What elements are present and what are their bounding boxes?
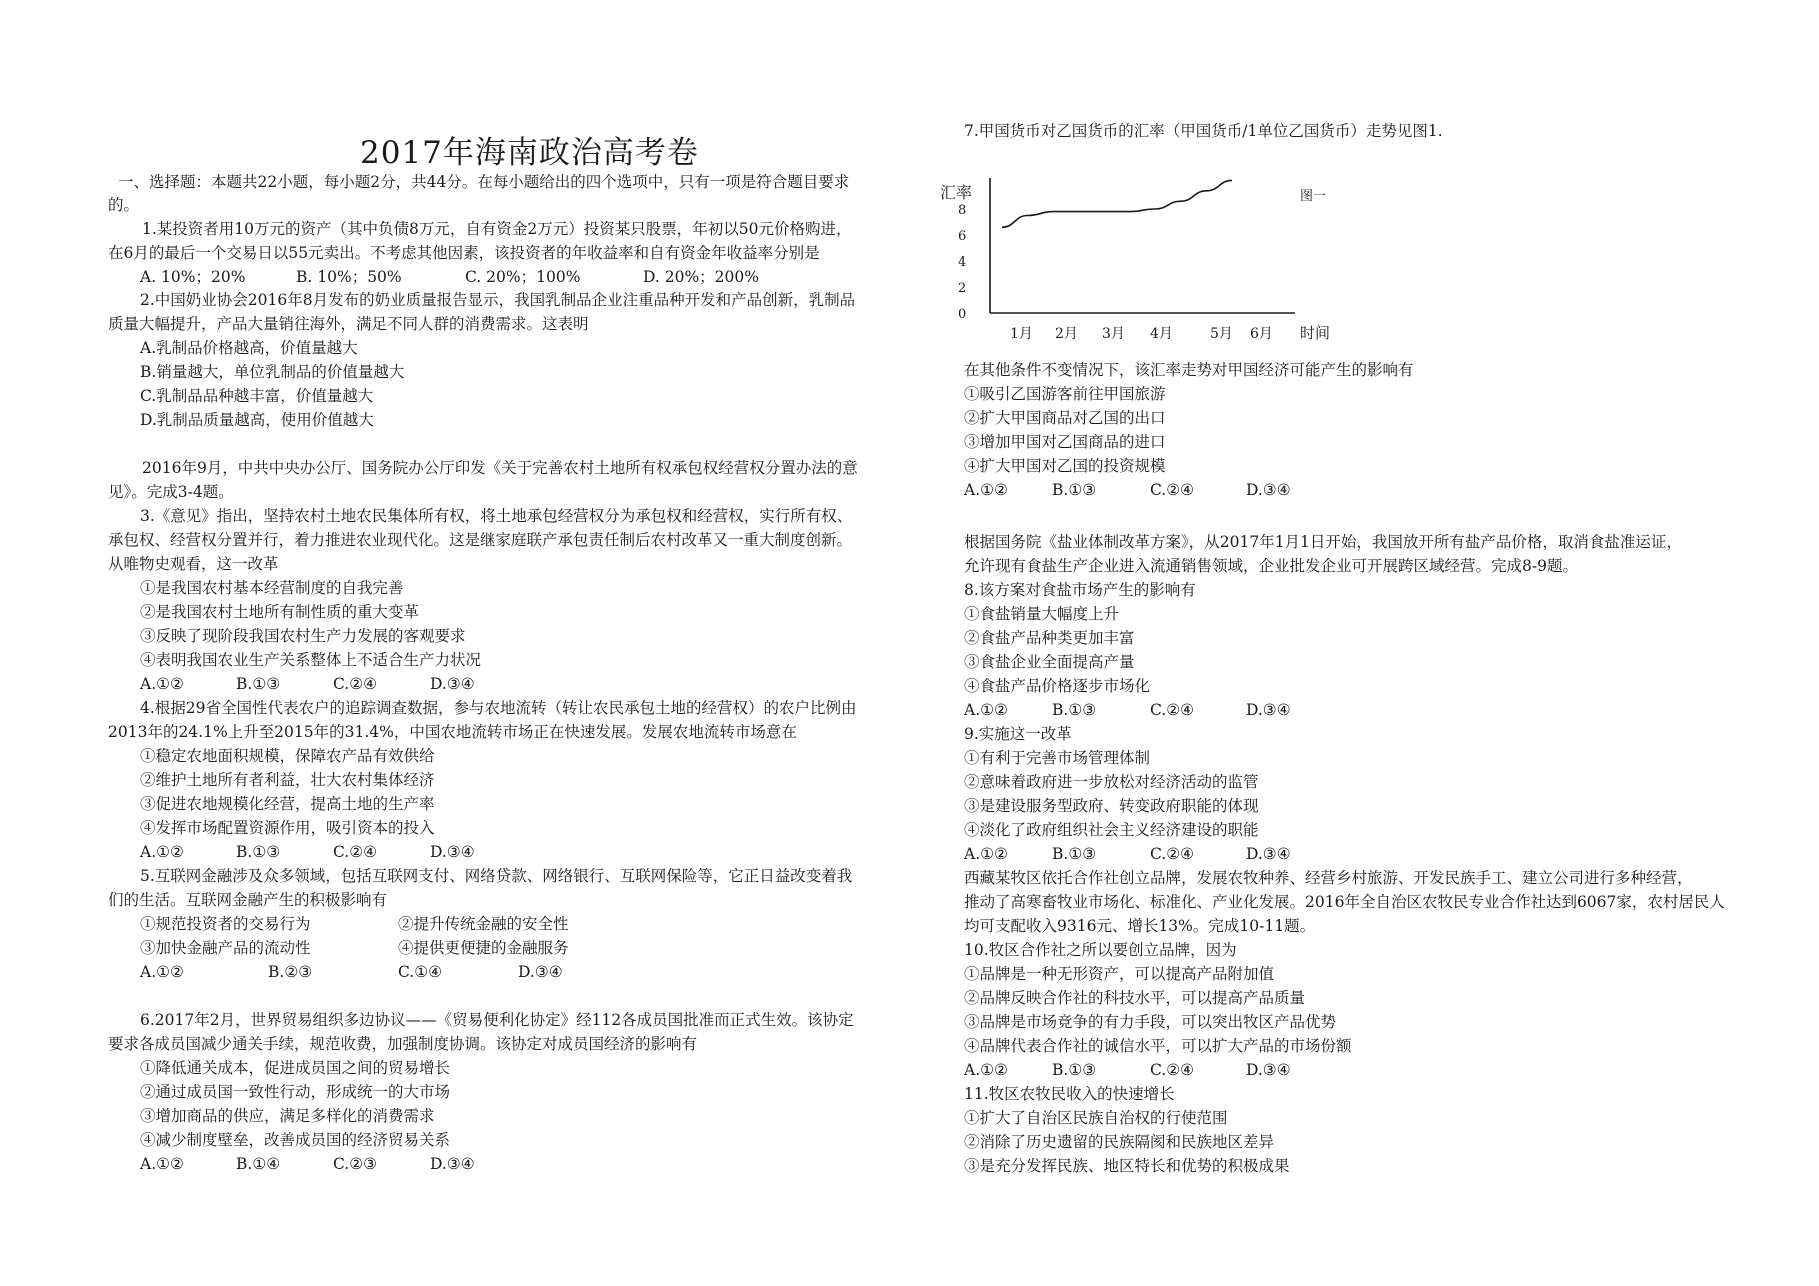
- q6-stem: 6.2017年2月，世界贸易组织多边协议——《贸易便利化协定》经112各成员国批准而正式生效。该协定: [140, 1011, 854, 1029]
- q2-stem: 2.中国奶业协会2016年8月发布的奶业质量报告显示，我国乳制品企业注重品种开发和产品创新，乳制品: [140, 291, 856, 309]
- q6-item-3: ③增加商品的供应，满足多样化的消费需求: [140, 1107, 435, 1125]
- q3-stem-cont: 承包权、经营权分置并行，着力推进农业现代化。这是继家庭联产承包责任制后农村改革又一重大制度创新。: [108, 531, 853, 549]
- q7-item-3: ③增加甲国对乙国商品的进口: [964, 433, 1166, 451]
- q2-option-b: B.销量越大，单位乳制品的价值量越大: [140, 363, 405, 381]
- q9-option-d: D.③④: [1246, 845, 1291, 863]
- q8-stem: 8.该方案对食盐市场产生的影响有: [964, 581, 1196, 599]
- q3-item-2: ②是我国农村土地所有制性质的重大变革: [140, 603, 420, 621]
- q5-option-c: C.①④: [398, 963, 443, 981]
- q9-option-c: C.②④: [1150, 845, 1195, 863]
- x-tick-label: 2月: [1055, 326, 1078, 342]
- q8-option-c: C.②④: [1150, 701, 1195, 719]
- q10-item-4: ④品牌代表合作社的诚信水平，可以扩大产品的市场份额: [964, 1037, 1352, 1055]
- x-axis-label: 时间: [1300, 324, 1331, 342]
- q3-option-d: D.③④: [430, 675, 475, 693]
- q6-item-4: ④减少制度壁垒，改善成员国的经济贸易关系: [140, 1131, 451, 1149]
- passage-10-11-cont: 推动了高寒畜牧业市场化、标准化、产业化发展。2016年全自治区农牧民专业合作社达到6067家，农村居民人: [964, 893, 1725, 911]
- q2-option-c: C.乳制品品种越丰富，价值量越大: [140, 387, 374, 405]
- q10-option-b: B.①③: [1052, 1061, 1097, 1079]
- q4-stem: 4.根据29省全国性代表农户的追踪调查数据，参与农地流转（转让农民承包土地的经营权）的农户比例由: [140, 699, 857, 717]
- q8-option-b: B.①③: [1052, 701, 1097, 719]
- q5-stem: 5.互联网金融涉及众多领域，包括互联网支付、网络贷款、网络银行、互联网保险等，它正日益改变着我: [140, 867, 853, 885]
- passage-3-4: 2016年9月，中共中央办公厅、国务院办公厅印发《关于完善农村土地所有权承包权经营权分置办法的意: [142, 459, 858, 477]
- q4-option-a: A.①②: [140, 843, 184, 861]
- q4-item-1: ①稳定农地面积规模，保障农产品有效供给: [140, 747, 435, 765]
- q10-option-a: A.①②: [964, 1061, 1008, 1079]
- q10-item-1: ①品牌是一种无形资产，可以提高产品附加值: [964, 965, 1275, 983]
- q4-item-4: ④发挥市场配置资源作用，吸引资本的投入: [140, 819, 435, 837]
- passage-10-11: 西藏某牧区依托合作社创立品牌，发展农牧种养、经营乡村旅游、开发民族手工、建立公司进行多种经营，: [964, 869, 1693, 887]
- exam-title: 2017年海南政治高考卷: [360, 135, 699, 171]
- q10-option-c: C.②④: [1150, 1061, 1195, 1079]
- q10-item-3: ③品牌是市场竞争的有力手段，可以突出牧区产品优势: [964, 1013, 1337, 1031]
- q9-option-a: A.①②: [964, 845, 1008, 863]
- q3-stem: 3.《意见》指出，坚持农村土地农民集体所有权，将土地承包经营权分为承包权和经营权，实行所有权、: [140, 507, 853, 525]
- q9-stem: 9.实施这一改革: [964, 725, 1072, 743]
- q1-stem-cont: 在6月的最后一个交易日以55元卖出。不考虑其他因素，该投资者的年收益率和自有资金年收益率分别是: [108, 244, 820, 262]
- q5-item-4: ④提供更便捷的金融服务: [398, 939, 569, 957]
- q9-item-3: ③是建设服务型政府、转变政府职能的体现: [964, 797, 1259, 815]
- q1-option-d: D. 20%；200%: [643, 268, 759, 286]
- q5-item-2: ②提升传统金融的安全性: [398, 915, 569, 933]
- q4-option-d: D.③④: [430, 843, 475, 861]
- q4-option-c: C.②④: [333, 843, 378, 861]
- section-instructions: 一、选择题：本题共22小题，每小题2分，共44分。在每小题给出的四个选项中，只有一项是符合题目要求: [118, 173, 850, 191]
- y-tick-label: 8: [958, 203, 967, 218]
- q7-option-a: A.①②: [964, 481, 1008, 499]
- passage-3-4-cont: 见》。完成3-4题。: [108, 483, 234, 501]
- passage-8-9: 根据国务院《盐业体制改革方案》，从2017年1月1日开始，我国放开所有盐产品价格，取消食盐准运证，: [964, 533, 1682, 551]
- q11-item-2: ②消除了历史遗留的民族隔阂和民族地区差异: [964, 1133, 1275, 1151]
- q3-option-a: A.①②: [140, 675, 184, 693]
- q5-option-d: D.③④: [518, 963, 563, 981]
- q4-stem-cont: 2013年的24.1%上升至2015年的31.4%，中国农地流转市场正在快速发展。发展农地流转市场意在: [108, 723, 797, 741]
- q3-option-b: B.①③: [236, 675, 281, 693]
- q7-stem: 7.甲国货币对乙国货币的汇率（甲国货币/1单位乙国货币）走势见图1.: [964, 122, 1443, 140]
- q6-option-c: C.②③: [333, 1155, 378, 1173]
- q8-item-4: ④食盐产品价格逐步市场化: [964, 677, 1151, 695]
- q6-item-2: ②通过成员国一致性行动，形成统一的大市场: [140, 1083, 451, 1101]
- section-instructions-cont: 的。: [108, 196, 140, 214]
- y-tick-label: 6: [958, 229, 967, 244]
- figure-label: 图一: [1300, 189, 1327, 204]
- x-tick-label: 3月: [1102, 326, 1125, 342]
- q7-option-c: C.②④: [1150, 481, 1195, 499]
- y-tick-label: 0: [958, 307, 967, 322]
- q11-item-3: ③是充分发挥民族、地区特长和优势的积极成果: [964, 1157, 1290, 1175]
- q1-option-c: C. 20%；100%: [465, 268, 581, 286]
- q7-item-1: ①吸引乙国游客前往甲国旅游: [964, 385, 1166, 403]
- q3-item-4: ④表明我国农业生产关系整体上不适合生产力状况: [140, 651, 482, 669]
- y-axis-label: 汇率: [940, 183, 973, 202]
- q3-stem-cont2: 从唯物史观看，这一改革: [108, 555, 279, 573]
- q5-item-1: ①规范投资者的交易行为: [140, 915, 311, 933]
- q5-stem-cont: 们的生活。互联网金融产生的积极影响有: [108, 891, 388, 909]
- q1-option-b: B. 10%；50%: [296, 268, 402, 286]
- y-tick-label: 2: [958, 281, 967, 296]
- q4-item-2: ②维护土地所有者利益，壮大农村集体经济: [140, 771, 435, 789]
- right-column-body: [910, 0, 1819, 1286]
- x-tick-label: 1月: [1010, 326, 1033, 342]
- q5-option-b: B.②③: [268, 963, 313, 981]
- q8-item-1: ①食盐销量大幅度上升: [964, 605, 1120, 623]
- q1-stem: 1.某投资者用10万元的资产（其中负债8万元，自有资金2万元）投资某只股票，年初以50元价格购进，: [142, 220, 852, 238]
- q6-stem-cont: 要求各成员国减少通关手续，规范收费，加强制度协调。该协定对成员国经济的影响有: [108, 1035, 698, 1053]
- x-tick-label: 6月: [1250, 326, 1273, 342]
- q7-option-b: B.①③: [1052, 481, 1097, 499]
- q9-option-b: B.①③: [1052, 845, 1097, 863]
- q7-prompt: 在其他条件不变情况下，该汇率走势对甲国经济可能产生的影响有: [964, 361, 1414, 379]
- passage-8-9-cont: 允许现有食盐生产企业进入流通销售领域，企业批发企业可开展跨区域经营。完成8-9题。: [964, 557, 1578, 575]
- q7-option-d: D.③④: [1246, 481, 1291, 499]
- q6-option-d: D.③④: [430, 1155, 475, 1173]
- q10-stem: 10.牧区合作社之所以要创立品牌，因为: [964, 941, 1237, 959]
- q4-item-3: ③促进农地规模化经营，提高土地的生产率: [140, 795, 435, 813]
- q1-option-a: A. 10%；20%: [140, 268, 246, 286]
- q10-option-d: D.③④: [1246, 1061, 1291, 1079]
- q8-item-3: ③食盐企业全面提高产量: [964, 653, 1135, 671]
- q5-item-3: ③加快金融产品的流动性: [140, 939, 311, 957]
- q8-option-a: A.①②: [964, 701, 1008, 719]
- q3-option-c: C.②④: [333, 675, 378, 693]
- q9-item-1: ①有利于完善市场管理体制: [964, 749, 1151, 767]
- q11-stem: 11.牧区农牧民收入的快速增长: [964, 1085, 1175, 1103]
- q10-item-2: ②品牌反映合作社的科技水平，可以提高产品质量: [964, 989, 1306, 1007]
- q2-stem-cont: 质量大幅提升，产品大量销往海外，满足不同人群的消费需求。这表明: [108, 315, 589, 333]
- q7-item-2: ②扩大甲国商品对乙国的出口: [964, 409, 1166, 427]
- q2-option-a: A.乳制品价格越高，价值量越大: [140, 339, 358, 357]
- q6-option-a: A.①②: [140, 1155, 184, 1173]
- q7-item-4: ④扩大甲国对乙国的投资规模: [964, 457, 1166, 475]
- x-tick-label: 4月: [1150, 326, 1173, 342]
- q6-item-1: ①降低通关成本，促进成员国之间的贸易增长: [140, 1059, 451, 1077]
- q4-option-b: B.①③: [236, 843, 281, 861]
- y-tick-label: 4: [958, 255, 967, 270]
- q9-item-4: ④淡化了政府组织社会主义经济建设的职能: [964, 821, 1259, 839]
- q3-item-1: ①是我国农村基本经营制度的自我完善: [140, 579, 404, 597]
- q5-option-a: A.①②: [140, 963, 184, 981]
- q11-item-1: ①扩大了自治区民族自治权的行使范围: [964, 1109, 1228, 1127]
- q8-option-d: D.③④: [1246, 701, 1291, 719]
- q6-option-b: B.①④: [236, 1155, 281, 1173]
- q2-option-d: D.乳制品质量越高，使用价值越大: [140, 411, 374, 429]
- passage-10-11-cont2: 均可支配收入9316元、增长13%。完成10-11题。: [964, 917, 1316, 935]
- q3-item-3: ③反映了现阶段我国农村生产力发展的客观要求: [140, 627, 466, 645]
- x-tick-label: 5月: [1210, 326, 1233, 342]
- q8-item-2: ②食盐产品种类更加丰富: [964, 629, 1135, 647]
- q9-item-2: ②意味着政府进一步放松对经济活动的监管: [964, 773, 1259, 791]
